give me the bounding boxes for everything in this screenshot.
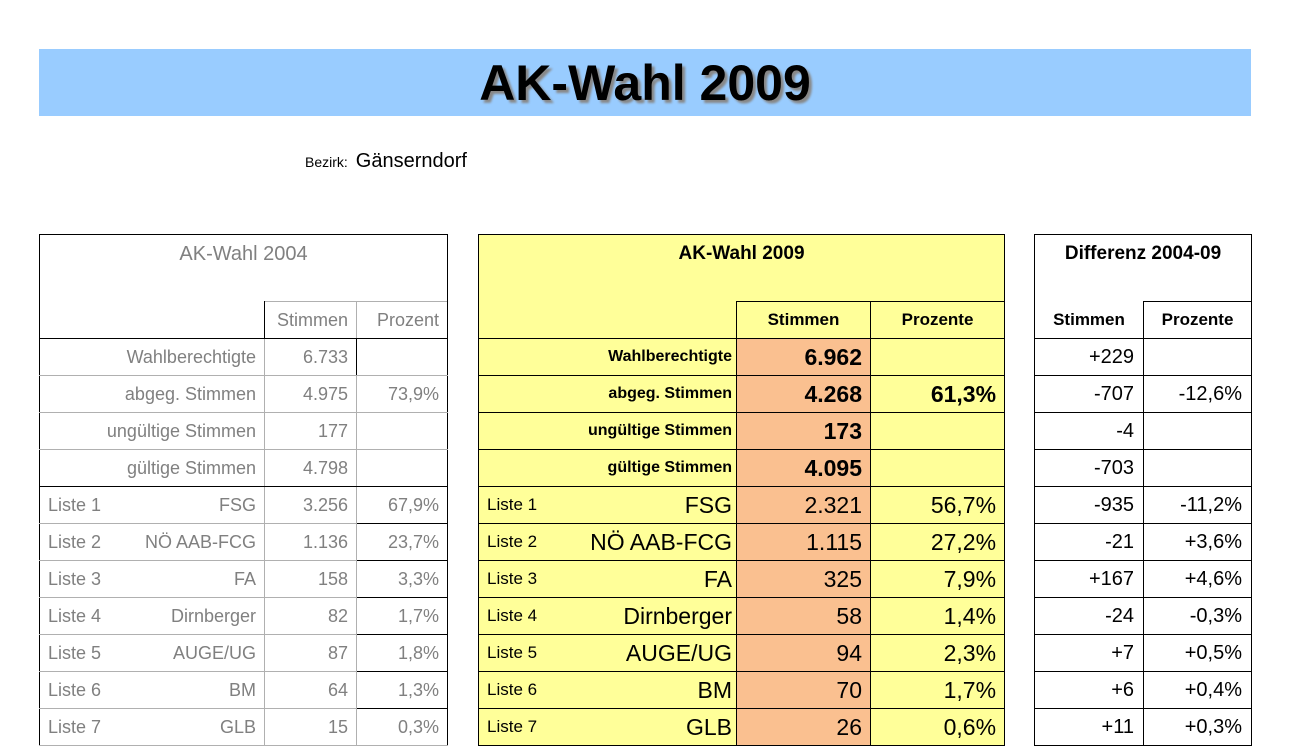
row-stimmen: 177 bbox=[265, 413, 357, 450]
row-stimmen: 1.115 bbox=[737, 524, 871, 561]
table-row bbox=[1035, 413, 1252, 450]
row-prozent: 23,7% bbox=[357, 524, 448, 561]
table-differenz-header-stimmen: Stimmen bbox=[1035, 302, 1144, 339]
row-label bbox=[479, 524, 737, 561]
table-row bbox=[479, 561, 1005, 598]
row-stimmen: 70 bbox=[737, 672, 871, 709]
table-row bbox=[40, 524, 448, 561]
liste-name: BM bbox=[229, 679, 256, 700]
bezirk-label: Bezirk: bbox=[305, 154, 348, 170]
row-label bbox=[479, 598, 737, 635]
liste-number: Liste 7 bbox=[487, 717, 538, 736]
bezirk-line bbox=[305, 150, 467, 180]
liste-name: Dirnberger bbox=[623, 602, 732, 629]
row-stimmen: 4.268 bbox=[737, 376, 871, 413]
row-prozent: 73,9% bbox=[357, 376, 448, 413]
row-stimmen: 87 bbox=[265, 635, 357, 672]
row-label: abgeg. Stimmen bbox=[479, 376, 737, 413]
liste-name: AUGE/UG bbox=[625, 639, 732, 666]
liste-number: Liste 5 bbox=[48, 642, 102, 663]
liste-name: FSG bbox=[218, 494, 256, 515]
row-prozent: +4,6% bbox=[1144, 561, 1252, 598]
table-row bbox=[479, 524, 1005, 561]
table-2004-title: AK-Wahl 2004 bbox=[40, 235, 448, 302]
liste-number: Liste 2 bbox=[487, 532, 538, 551]
liste-number: Liste 1 bbox=[487, 495, 538, 514]
row-prozent: 2,3% bbox=[871, 635, 1005, 672]
row-stimmen: 64 bbox=[265, 672, 357, 709]
title-banner bbox=[39, 49, 1251, 116]
table-2009-header-prozent: Prozente bbox=[871, 302, 1005, 339]
table-row bbox=[40, 339, 448, 376]
liste-number: Liste 2 bbox=[48, 531, 102, 552]
row-stimmen: -707 bbox=[1035, 376, 1144, 413]
liste-number: Liste 3 bbox=[48, 568, 102, 589]
table-row bbox=[479, 598, 1005, 635]
row-prozent: 7,9% bbox=[871, 561, 1005, 598]
row-prozent bbox=[357, 339, 448, 376]
liste-number: Liste 7 bbox=[48, 716, 102, 737]
row-stimmen: +7 bbox=[1035, 635, 1144, 672]
row-prozent: 0,6% bbox=[871, 709, 1005, 746]
table-2009 bbox=[478, 234, 1005, 746]
table-row bbox=[479, 376, 1005, 413]
table-differenz bbox=[1034, 234, 1252, 746]
bezirk-value: Gänserndorf bbox=[355, 150, 467, 172]
row-stimmen: 94 bbox=[737, 635, 871, 672]
liste-name: AUGE/UG bbox=[172, 642, 256, 663]
liste-number: Liste 6 bbox=[487, 680, 538, 699]
table-row bbox=[1035, 376, 1252, 413]
liste-number: Liste 5 bbox=[487, 643, 538, 662]
liste-name: GLB bbox=[219, 716, 256, 737]
table-differenz-header-prozent: Prozente bbox=[1144, 302, 1252, 339]
table-row bbox=[1035, 635, 1252, 672]
table-row bbox=[40, 709, 448, 746]
row-stimmen: 15 bbox=[265, 709, 357, 746]
table-row bbox=[1035, 524, 1252, 561]
liste-number: Liste 3 bbox=[487, 569, 538, 588]
row-label: Wahlberechtigte bbox=[479, 339, 737, 376]
row-prozent: 1,3% bbox=[357, 672, 448, 709]
table-row bbox=[479, 709, 1005, 746]
table-row bbox=[479, 635, 1005, 672]
row-label: ungültige Stimmen bbox=[40, 413, 265, 450]
row-prozent: 61,3% bbox=[871, 376, 1005, 413]
row-label: gültige Stimmen bbox=[40, 450, 265, 487]
liste-name: NÖ AAB-FCG bbox=[144, 531, 256, 552]
row-prozent: +3,6% bbox=[1144, 524, 1252, 561]
row-stimmen: +229 bbox=[1035, 339, 1144, 376]
table-2009-header-stimmen: Stimmen bbox=[737, 302, 871, 339]
row-stimmen: -24 bbox=[1035, 598, 1144, 635]
liste-number: Liste 4 bbox=[48, 605, 102, 626]
liste-name: GLB bbox=[685, 713, 732, 740]
table-row bbox=[40, 487, 448, 524]
row-prozent: 1,4% bbox=[871, 598, 1005, 635]
row-label bbox=[479, 561, 737, 598]
row-prozent bbox=[871, 339, 1005, 376]
row-stimmen: -4 bbox=[1035, 413, 1144, 450]
table-row bbox=[1035, 339, 1252, 376]
table-2009-header-blank bbox=[479, 302, 737, 339]
row-prozent bbox=[871, 413, 1005, 450]
table-row bbox=[40, 598, 448, 635]
row-label bbox=[40, 672, 265, 709]
table-row bbox=[1035, 598, 1252, 635]
row-label bbox=[40, 709, 265, 746]
row-stimmen: 6.962 bbox=[737, 339, 871, 376]
liste-name: FA bbox=[703, 565, 732, 592]
liste-number: Liste 1 bbox=[48, 494, 102, 515]
row-stimmen: -703 bbox=[1035, 450, 1144, 487]
table-row bbox=[40, 413, 448, 450]
row-stimmen: +11 bbox=[1035, 709, 1144, 746]
row-prozent bbox=[1144, 413, 1252, 450]
table-2004-header-prozent: Prozent bbox=[357, 302, 448, 339]
row-prozent: 3,3% bbox=[357, 561, 448, 598]
row-label: gültige Stimmen bbox=[479, 450, 737, 487]
row-label bbox=[479, 487, 737, 524]
liste-name: NÖ AAB-FCG bbox=[590, 528, 732, 555]
table-row bbox=[40, 376, 448, 413]
row-stimmen: 6.733 bbox=[265, 339, 357, 376]
table-row bbox=[40, 635, 448, 672]
row-prozent bbox=[871, 450, 1005, 487]
liste-name: Dirnberger bbox=[170, 605, 256, 626]
row-prozent: +0,4% bbox=[1144, 672, 1252, 709]
table-row bbox=[479, 413, 1005, 450]
row-label bbox=[479, 709, 737, 746]
row-stimmen: 2.321 bbox=[737, 487, 871, 524]
table-row bbox=[1035, 561, 1252, 598]
table-row bbox=[40, 672, 448, 709]
row-stimmen: 4.975 bbox=[265, 376, 357, 413]
table-row bbox=[479, 450, 1005, 487]
table-row bbox=[1035, 672, 1252, 709]
row-label bbox=[40, 598, 265, 635]
row-stimmen: -935 bbox=[1035, 487, 1144, 524]
row-label bbox=[479, 672, 737, 709]
liste-name: FA bbox=[233, 568, 256, 589]
table-2009-title: AK-Wahl 2009 bbox=[479, 235, 1005, 302]
row-label bbox=[40, 561, 265, 598]
row-stimmen: 173 bbox=[737, 413, 871, 450]
row-prozent bbox=[357, 413, 448, 450]
table-2004 bbox=[39, 234, 448, 746]
row-stimmen: +6 bbox=[1035, 672, 1144, 709]
row-prozent: 1,7% bbox=[357, 598, 448, 635]
row-prozent bbox=[1144, 339, 1252, 376]
row-stimmen: 3.256 bbox=[265, 487, 357, 524]
row-prozent: +0,3% bbox=[1144, 709, 1252, 746]
table-row bbox=[479, 339, 1005, 376]
table-row bbox=[479, 487, 1005, 524]
row-stimmen: 4.798 bbox=[265, 450, 357, 487]
row-prozent: 67,9% bbox=[357, 487, 448, 524]
row-stimmen: 158 bbox=[265, 561, 357, 598]
row-prozent: +0,5% bbox=[1144, 635, 1252, 672]
liste-name: FSG bbox=[684, 491, 732, 518]
row-label: Wahlberechtigte bbox=[40, 339, 265, 376]
table-differenz-title: Differenz 2004-09 bbox=[1035, 235, 1252, 302]
row-prozent: 0,3% bbox=[357, 709, 448, 746]
table-row bbox=[40, 450, 448, 487]
table-row bbox=[1035, 450, 1252, 487]
liste-number: Liste 6 bbox=[48, 679, 102, 700]
row-prozent bbox=[357, 450, 448, 487]
row-label bbox=[40, 635, 265, 672]
table-2004-header-blank bbox=[40, 302, 265, 339]
row-label bbox=[40, 487, 265, 524]
row-prozent: -12,6% bbox=[1144, 376, 1252, 413]
row-stimmen: -21 bbox=[1035, 524, 1144, 561]
table-row bbox=[1035, 709, 1252, 746]
page-title: AK-Wahl 2009 bbox=[479, 54, 811, 111]
row-label: ungültige Stimmen bbox=[479, 413, 737, 450]
row-label: abgeg. Stimmen bbox=[40, 376, 265, 413]
liste-number: Liste 4 bbox=[487, 606, 538, 625]
table-row bbox=[479, 672, 1005, 709]
row-stimmen: +167 bbox=[1035, 561, 1144, 598]
row-prozent: 56,7% bbox=[871, 487, 1005, 524]
row-prozent: 1,8% bbox=[357, 635, 448, 672]
row-prozent: 1,7% bbox=[871, 672, 1005, 709]
row-stimmen: 26 bbox=[737, 709, 871, 746]
row-prozent: -0,3% bbox=[1144, 598, 1252, 635]
row-label bbox=[40, 524, 265, 561]
row-label bbox=[479, 635, 737, 672]
liste-name: BM bbox=[697, 676, 732, 703]
row-stimmen: 82 bbox=[265, 598, 357, 635]
row-stimmen: 58 bbox=[737, 598, 871, 635]
row-stimmen: 4.095 bbox=[737, 450, 871, 487]
table-row bbox=[1035, 487, 1252, 524]
row-prozent bbox=[1144, 450, 1252, 487]
row-prozent: 27,2% bbox=[871, 524, 1005, 561]
row-prozent: -11,2% bbox=[1144, 487, 1252, 524]
row-stimmen: 325 bbox=[737, 561, 871, 598]
table-row bbox=[40, 561, 448, 598]
row-stimmen: 1.136 bbox=[265, 524, 357, 561]
table-2004-header-stimmen: Stimmen bbox=[265, 302, 357, 339]
